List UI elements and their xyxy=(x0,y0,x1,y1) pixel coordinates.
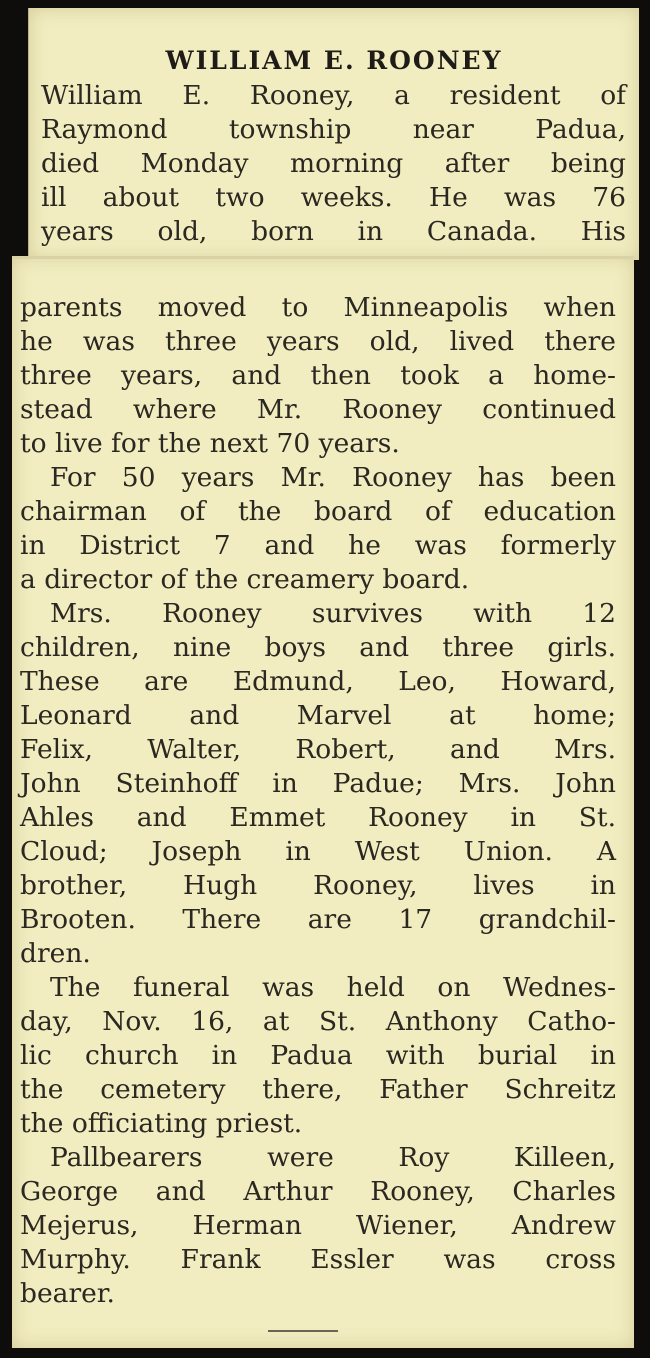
text-line: The funeral was held on Wednes- xyxy=(50,972,616,1003)
text-line: stead where Mr. Rooney continued xyxy=(20,394,616,425)
text-line: years old, born in Canada. His xyxy=(41,216,626,247)
text-line: Cloud; Joseph in West Union. A xyxy=(20,836,616,867)
text-line: Murphy. Frank Essler was cross xyxy=(20,1244,616,1275)
text-line: Mrs. Rooney survives with 12 xyxy=(50,598,616,629)
text-line: For 50 years Mr. Rooney has been xyxy=(50,462,616,493)
text-line: Brooten. There are 17 grandchil- xyxy=(20,904,616,935)
text-line: he was three years old, lived there xyxy=(20,326,616,357)
text-line: Leonard and Marvel at home; xyxy=(20,700,616,731)
text-line: a director of the creamery board. xyxy=(20,564,470,595)
text-line: in District 7 and he was formerly xyxy=(20,530,616,561)
text-line: the cemetery there, Father Schreitz xyxy=(20,1074,616,1105)
clipping-seam xyxy=(12,256,634,259)
text-line: Raymond township near Padua, xyxy=(41,114,626,145)
text-line: These are Edmund, Leo, Howard, xyxy=(20,666,616,697)
text-line: dren. xyxy=(20,938,91,969)
text-line: William E. Rooney, a resident of xyxy=(41,80,626,111)
text-line: George and Arthur Rooney, Charles xyxy=(20,1176,616,1207)
text-line: the officiating priest. xyxy=(20,1108,303,1139)
text-line: three years, and then took a home- xyxy=(20,360,616,391)
text-line: Pallbearers were Roy Killeen, xyxy=(50,1142,616,1173)
text-line: chairman of the board of education xyxy=(20,496,616,527)
text-line: Ahles and Emmet Rooney in St. xyxy=(20,802,616,833)
text-line: day, Nov. 16, at St. Anthony Catho- xyxy=(20,1006,616,1037)
clipping-top-piece xyxy=(28,8,639,260)
text-line: Mejerus, Herman Wiener, Andrew xyxy=(20,1210,616,1241)
text-line: parents moved to Minneapolis when xyxy=(20,292,616,323)
text-line: John Steinhoff in Padue; Mrs. John xyxy=(20,768,616,799)
text-line: to live for the next 70 years. xyxy=(20,428,400,459)
text-line: bearer. xyxy=(20,1278,115,1309)
text-line: ill about two weeks. He was 76 xyxy=(41,182,626,213)
text-line: died Monday morning after being xyxy=(41,148,626,179)
text-line: lic church in Padua with burial in xyxy=(20,1040,616,1071)
text-line: brother, Hugh Rooney, lives in xyxy=(20,870,616,901)
obituary-headline: WILLIAM E. ROONEY xyxy=(165,46,503,75)
text-line: Felix, Walter, Robert, and Mrs. xyxy=(20,734,616,765)
text-line: children, nine boys and three girls. xyxy=(20,632,616,663)
end-rule xyxy=(268,1330,338,1332)
clipping-bottom-piece xyxy=(12,256,634,1348)
